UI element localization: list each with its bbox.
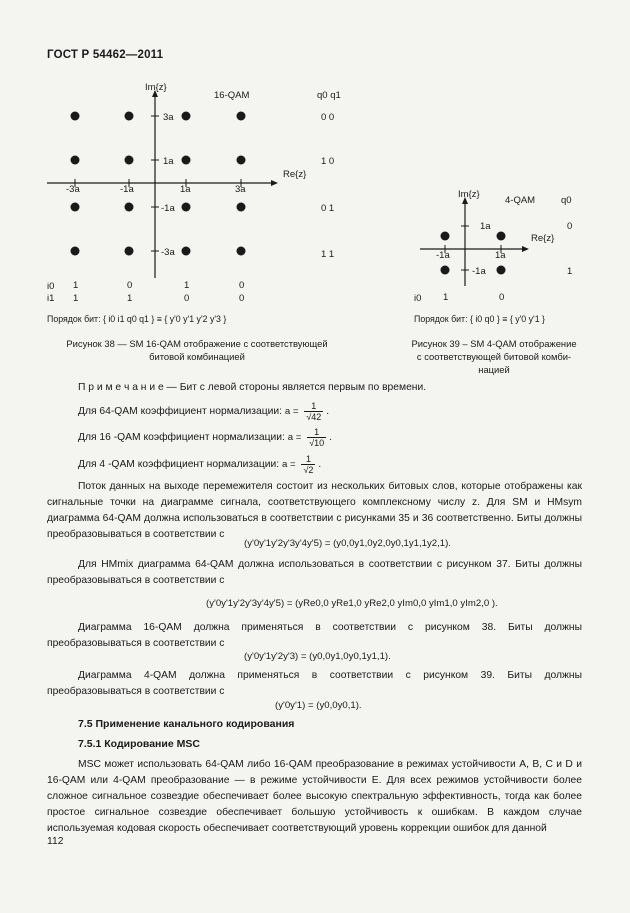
y-tick: -1a: [161, 203, 175, 214]
i0-value: 1: [73, 280, 79, 291]
point: [182, 247, 191, 256]
q-row-39: 1: [567, 266, 573, 277]
y-tick-39: 1a: [480, 221, 491, 232]
point: [125, 112, 134, 121]
paragraph-3: Диаграмма 16-QAM должна применяться в соответствии с рисунком 38. Биты должны преобразовываться в соответствии с: [47, 622, 582, 649]
point: [441, 232, 450, 241]
note: П р и м е ч а н и е — Бит с левой стороны является первым по времени.: [78, 382, 427, 393]
i1-value: 0: [239, 293, 245, 304]
point: [237, 203, 246, 212]
x-tick: -3a: [66, 184, 80, 195]
document-header: ГОСТ Р 54462—2011: [47, 49, 164, 61]
paragraph-2: Для HMmix диаграмма 64-QAM должна использоваться в соответствии с рисунком 37. Биты должны преобразовываться в соответствии с: [47, 559, 582, 586]
formula-2: (y'0y'1y'2y'3y'4y'5) = (yRe0,0 yRe1,0 yRe2,0 yIm0,0 yIm1,0 yIm2,0 ).: [206, 598, 498, 609]
point: [71, 156, 80, 165]
point: [182, 112, 191, 121]
fig39-caption: Рисунок 39 – SM 4-QAM отображение с соответствующей битовой комби- нацией: [411, 338, 577, 375]
paragraph-1: Поток данных на выходе перемежителя состоит из нескольких битовых слов, которые отображены как сигнальные точки на диаграмме сигнала, соответствующего комплексному числу z. Для SM и HMsym диаграмма 64-QAM должна использоваться в соответствии с рисунками 35 и 36 соответственно. Биты должны преобразовываться в соответствии с: [47, 481, 582, 540]
fig39-bit-order: Порядок бит: { i0 q0 } ≡ { y'0 y'1 }: [414, 314, 545, 324]
im-axis-label-39: Im{z}: [458, 189, 480, 200]
point: [182, 203, 191, 212]
y-tick: 1a: [163, 156, 174, 167]
q-row: 0 0: [321, 112, 335, 123]
norm-4: Для 4 -QAM коэффициент нормализации: a = $\frac{1}{√2}$ .: [78, 454, 322, 475]
page-number: 112: [47, 836, 64, 847]
im-axis-label: Im{z}: [145, 82, 167, 93]
fig39-title: 4-QAM: [505, 195, 536, 206]
figure-38-16qam: [0, 0, 630, 340]
paragraph-4: Диаграмма 4-QAM должна применяться в соответствии с рисунком 39. Биты должны преобразовываться в соответствии с: [47, 670, 582, 697]
i0-value-39: 0: [499, 292, 505, 303]
point: [237, 112, 246, 121]
point: [237, 156, 246, 165]
point: [497, 266, 506, 275]
point: [182, 156, 191, 165]
point: [125, 247, 134, 256]
fig38-caption: Рисунок 38 — SM 16-QAM отображение с соответствующей битовой комбинацией: [66, 338, 328, 362]
formula-3: (y'0y'1y'2y'3) = (y0,0y1,0y0,1y1,1).: [244, 651, 391, 662]
q-row: 0 1: [321, 203, 335, 214]
paragraph-5: MSC может использовать 64-QAM либо 16-QAM преобразование в режимах устойчивости A, B, C и D и 16-QAM или 4-QAM преобразование — в режиме устойчивости E. Для всех режимов устойчивости более сложное сигнальное созвездие обеспечивает более высокую спектральную эффективность, тогда как более простое сигнальное созвездие обеспечивает большую устойчивость к ошибкам. В каждом случае используемая кодовая скорость обеспечивает соответствующий уровень коррекции ошибок для данной: [47, 759, 582, 834]
x-tick-39: -1a: [436, 250, 450, 261]
x-tick-39: 1a: [495, 250, 506, 261]
q-header: q0 q1: [317, 90, 341, 101]
formula-4: (y'0y'1) = (y0,0y0,1).: [275, 700, 362, 711]
formula-1: (y'0y'1y'2y'3y'4y'5) = (y0,0y1,0y2,0y0,1y1,1y2,1).: [244, 538, 451, 549]
point: [497, 232, 506, 241]
section-7-5-1: 7.5.1 Кодирование MSC: [78, 738, 200, 750]
norm-64: Для 64-QAM коэффициент нормализации: a = $\frac{1}{√42}$ .: [78, 401, 330, 422]
x-tick: -1a: [120, 184, 134, 195]
i0-label: i0: [47, 281, 55, 292]
i1-label: i1: [47, 293, 55, 304]
y-tick-39: -1a: [472, 266, 486, 277]
section-7-5: 7.5 Применение канального кодирования: [78, 718, 295, 730]
i1-value: 1: [127, 293, 133, 304]
point: [71, 203, 80, 212]
point: [71, 247, 80, 256]
x-tick: 3a: [235, 184, 246, 195]
re-axis-arrow: [271, 180, 278, 186]
y-tick: 3a: [163, 112, 174, 123]
i0-label-39: i0: [414, 293, 422, 304]
q-row: 1 1: [321, 249, 335, 260]
i0-value: 1: [184, 280, 190, 291]
norm-16: Для 16 -QAM коэффициент нормализации: a = $\frac{1}{√10}$ .: [78, 427, 333, 448]
point: [441, 266, 450, 275]
i1-value: 0: [184, 293, 190, 304]
i0-value: 0: [239, 280, 245, 291]
re-axis-label-39: Re{z}: [531, 233, 555, 244]
i1-value: 1: [73, 293, 79, 304]
point: [125, 156, 134, 165]
q-row: 1 0: [321, 156, 335, 167]
x-tick: 1a: [180, 184, 191, 195]
point: [71, 112, 80, 121]
point: [237, 247, 246, 256]
re-axis-label: Re{z}: [283, 169, 307, 180]
fig38-title: 16-QAM: [214, 90, 250, 101]
q-row-39: 0: [567, 221, 573, 232]
point: [125, 203, 134, 212]
y-tick: -3a: [161, 247, 175, 258]
q-header-39: q0: [561, 195, 572, 206]
i0-value: 0: [127, 280, 133, 291]
fig38-bit-order: Порядок бит: { i0 i1 q0 q1 } ≡ { y'0 y'1 y'2 y'3 }: [47, 314, 227, 324]
i0-value-39: 1: [443, 292, 449, 303]
